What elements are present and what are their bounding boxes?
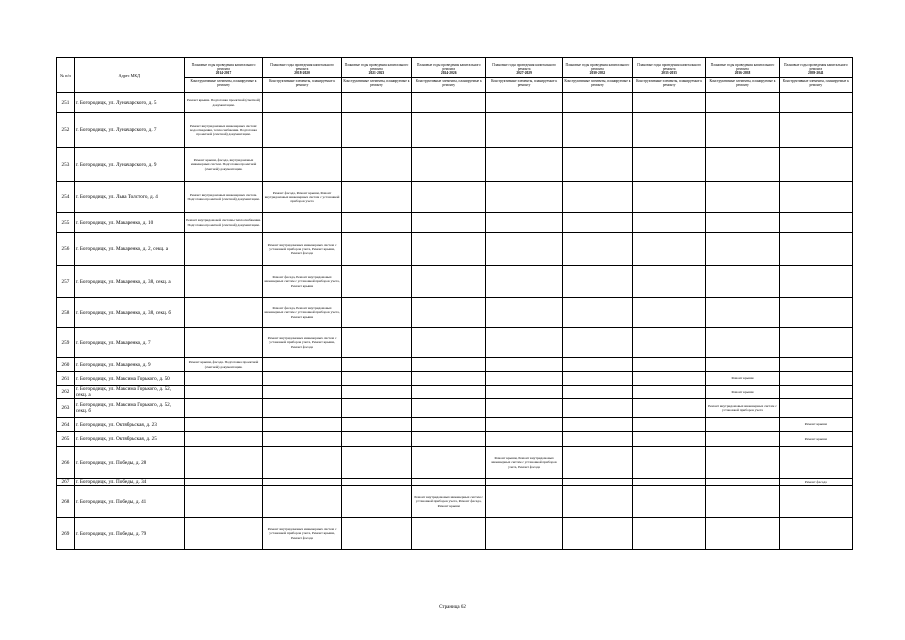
repair-works-cell [412,372,486,386]
repair-works-cell [562,372,632,386]
repair-works-cell [486,93,562,113]
repair-works-cell [706,148,779,182]
repair-works-cell [779,372,852,386]
header-period-7 [633,58,706,93]
repair-works-cell [562,213,632,233]
table-row [57,447,853,479]
row-address: г. Богородицк, ул. Максима Горького, д. 52, секц. а [74,386,184,399]
repair-works-cell [779,386,852,399]
row-address: г. Богородицк, ул. Максима Горького, д. 52, секц. б [74,399,184,418]
repair-works-cell [486,213,562,233]
repair-works-cell [486,518,562,550]
repair-works-cell [633,399,706,418]
table-header-row [57,58,853,93]
repair-works-cell [562,328,632,358]
repair-works-cell [706,266,779,298]
repair-works-cell [412,113,486,148]
header-period-8 [706,58,779,93]
repair-works-cell [706,486,779,518]
repair-works-cell [779,213,852,233]
repair-works-cell [412,213,486,233]
repair-works-cell [341,358,411,372]
repair-works-cell [486,233,562,266]
repair-works-cell [633,447,706,479]
header-period-title: Плановые годы проведения капитального ремонта [783,62,848,72]
header-period-years: 2021-2023 [368,71,385,76]
repair-works-cell [706,113,779,148]
row-number: 256 [57,233,75,266]
repair-works-cell [341,113,411,148]
repair-works-cell [779,113,852,148]
page-number: Страница 62 [439,605,466,610]
repair-works-cell [633,182,706,213]
table-row [57,213,853,233]
repair-works-cell [486,266,562,298]
repair-works-cell [486,399,562,418]
repair-works-cell [263,113,342,148]
row-address: г. Богородицк, ул. Макаренко, д. 38, секц. а [74,266,184,298]
repair-works-cell [633,298,706,328]
row-address: г. Богородицк, ул. Победы, д. 41 [74,486,184,518]
repair-works-cell [486,358,562,372]
repair-works-cell [633,372,706,386]
repair-works-cell [562,518,632,550]
repair-works-cell [486,372,562,386]
header-period-subtitle: Конструктивные элементы, планируемые к ремонту [486,77,561,88]
repair-works-cell [633,418,706,432]
repair-works-cell [412,182,486,213]
repair-works-cell [562,148,632,182]
header-period-years: 2039-2041 [808,71,824,76]
table-row [57,148,853,182]
table-row [57,418,853,432]
repair-works-cell [779,233,852,266]
repair-works-cell [184,233,263,266]
repair-works-cell [562,233,632,266]
repair-works-cell [412,432,486,447]
header-period-years: 2033-2035 [661,71,677,76]
repair-works-cell [412,233,486,266]
header-period-years: 2036-2038 [734,71,751,76]
repair-works-cell [184,486,263,518]
table-row [57,479,853,486]
row-number: 266 [57,447,75,479]
row-number: 262 [57,386,75,399]
table-body [57,93,853,550]
row-number: 268 [57,486,75,518]
repair-works-cell [486,479,562,486]
row-address: г. Богородицк, ул. Октябрьская, д. 23 [74,418,184,432]
repair-works-cell [412,266,486,298]
repair-works-cell [263,213,342,233]
header-period-years: 2014-2017 [215,71,232,76]
repair-works-cell [263,372,342,386]
header-period-title: Плановые годы проведения капитального ремонта [710,62,775,72]
row-address: г. Богородицк, ул. Макаренко, д. 7 [74,328,184,358]
row-number: 265 [57,432,75,447]
row-address: г. Богородицк, ул. Макаренко, д. 9 [74,358,184,372]
header-period-subtitle: Конструктивные элементы, планируемые к ремонту [706,77,778,88]
table-row [57,182,853,213]
header-period-title: Плановые годы проведения капитального ремонта [492,62,556,72]
repair-works-cell [341,447,411,479]
repair-works-cell [779,298,852,328]
repair-works-cell [562,486,632,518]
row-address: г. Богородицк, ул. Макаренко, д. 38, секц. б [74,298,184,328]
repair-works-cell [184,418,263,432]
repair-works-cell [184,447,263,479]
table-row [57,399,853,418]
repair-works-cell [633,479,706,486]
repair-works-cell [412,298,486,328]
repair-works-cell [263,418,342,432]
repair-works-cell: Ремонт внутридомовой системы теплоснабжения. Подготовка проектной (сметной) документации. [184,213,263,233]
repair-works-cell [341,418,411,432]
table-row [57,486,853,518]
repair-works-cell [184,432,263,447]
repair-works-cell [562,298,632,328]
table-row [57,328,853,358]
repair-works-cell: Ремонт крыши [779,418,852,432]
table-row [57,432,853,447]
repair-works-cell [486,298,562,328]
row-number: 259 [57,328,75,358]
capital-repair-table-sheet [56,57,853,550]
repair-works-cell: Ремонт крыши [706,372,779,386]
header-address: Адрес МКД [74,58,184,93]
header-period-5 [486,58,562,93]
repair-works-cell: Ремонт фасада, Ремонт крыши, Ремонт внутридомовых инженерных систем с установкой приборов учета [263,182,342,213]
table-row [57,266,853,298]
header-period-years: 2030-2032 [589,71,606,76]
header-period-title: Плановые годы проведения капитального ремонта [637,62,702,72]
header-period-2 [263,58,342,93]
row-address: г. Богородицк, ул. Победы, д. 79 [74,518,184,550]
repair-works-cell [263,479,342,486]
repair-works-cell [412,93,486,113]
row-address: г. Богородицк, ул. Максима Горького, д. 50 [74,372,184,386]
header-period-subtitle: Конструктивные элементы, планируемые к ремонту [263,77,341,88]
header-period-title: Плановые годы проведения капитального ремонта [344,62,409,72]
repair-works-cell [184,479,263,486]
header-period-6 [562,58,632,93]
header-period-subtitle: Конструктивные элементы, планируемые к ремонту [633,77,705,88]
table-row [57,372,853,386]
repair-works-cell [412,328,486,358]
repair-works-cell [184,399,263,418]
header-period-subtitle: Конструктивные элементы, планируемые к ремонту [780,77,852,88]
repair-works-cell [562,386,632,399]
repair-works-cell [633,113,706,148]
repair-works-cell: Ремонт фасада, Ремонт внутридомовых инженерных систем с установкой приборов учета, Ремонт крыши [263,298,342,328]
repair-works-cell: Ремонт крыши. Подготовка проектной (сметной) документации. [184,93,263,113]
header-period-9 [779,58,852,93]
repair-works-cell [184,386,263,399]
repair-works-cell [412,148,486,182]
repair-works-cell [706,298,779,328]
header-period-title: Плановые годы проведения капитального ремонта [565,62,630,72]
repair-works-cell [633,386,706,399]
repair-works-cell [779,447,852,479]
repair-works-cell [562,479,632,486]
repair-works-cell [263,486,342,518]
row-number: 264 [57,418,75,432]
repair-works-cell [779,148,852,182]
repair-works-cell [562,93,632,113]
table-row [57,93,853,113]
repair-works-cell [633,358,706,372]
repair-works-cell [706,432,779,447]
repair-works-cell [562,358,632,372]
repair-works-cell: Ремонт крыши [706,386,779,399]
header-period-title: Плановые годы проведения капитального ремонта [416,62,481,72]
repair-works-cell [341,182,411,213]
repair-works-cell [412,447,486,479]
repair-works-cell: Ремонт крыши, фасада. Подготовка проектной (сметной) документации. [184,358,263,372]
repair-works-cell [184,328,263,358]
repair-works-cell [779,486,852,518]
row-address: г. Богородицк, ул. Луначарского, д. 7 [74,113,184,148]
header-period-years: 2018-2020 [294,71,310,76]
repair-works-cell [341,486,411,518]
repair-works-cell [562,447,632,479]
row-number: 252 [57,113,75,148]
row-number: 261 [57,372,75,386]
repair-works-cell [562,432,632,447]
repair-works-cell [562,182,632,213]
row-address: г. Богородицк, ул. Макаренко, д. 2, секц. а [74,233,184,266]
header-period-years: 2027-2029 [516,71,532,76]
table-row [57,298,853,328]
header-period-years: 2024-2026 [440,71,457,76]
repair-works-cell: Ремонт крыши, Ремонт внутридомовых инженерных систем с установкой приборов учета, Ремонт фасада [486,447,562,479]
row-number: 260 [57,358,75,372]
repair-works-cell [562,399,632,418]
repair-works-cell [341,93,411,113]
repair-works-cell [341,148,411,182]
repair-works-cell [486,328,562,358]
header-period-title: Плановые годы проведения капитального ремонта [270,62,334,72]
table-row [57,113,853,148]
repair-works-cell [486,418,562,432]
repair-works-cell [486,486,562,518]
repair-works-cell [263,432,342,447]
repair-works-cell [341,399,411,418]
row-address: г. Богородицк, ул. Октябрьская, д. 25 [74,432,184,447]
row-number: 251 [57,93,75,113]
header-period-3 [341,58,411,93]
repair-works-cell [779,93,852,113]
repair-works-cell: Ремонт фасада, Ремонт внутридомовых инженерных систем с установкой приборов учета, Ремонт крыши [263,266,342,298]
repair-works-cell: Ремонт внутридомовых инженерных систем с установкой приборов учета, Ремонт крыши, Ремонт фасада [263,233,342,266]
repair-works-cell [486,113,562,148]
repair-works-cell [706,418,779,432]
repair-works-cell [341,432,411,447]
row-address: г. Богородицк, ул. Победы, д. 28 [74,447,184,479]
repair-works-cell [779,266,852,298]
header-num: № п/п [57,58,75,93]
row-address: г. Богородицк, ул. Льва Толстого, д. 4 [74,182,184,213]
repair-works-cell: Ремонт крыши [779,432,852,447]
header-period-subtitle: Конструктивные элементы, планируемые к ремонту [412,77,485,88]
table-row [57,233,853,266]
repair-works-cell [706,479,779,486]
repair-works-cell [706,93,779,113]
repair-works-cell [779,358,852,372]
row-number: 263 [57,399,75,418]
repair-works-cell [706,233,779,266]
row-address: г. Богородицк, ул. Победы, д. 34 [74,479,184,486]
repair-works-cell [412,418,486,432]
row-address: г. Богородицк, ул. Луначарского, д. 9 [74,148,184,182]
repair-works-cell [341,328,411,358]
repair-works-cell [562,113,632,148]
repair-works-cell [263,447,342,479]
repair-works-cell [706,518,779,550]
repair-works-cell: Ремонт внутридомовых инженерных систем с установкой приборов учета, Ремонт фасада, Ремонт крыши [412,486,486,518]
repair-works-cell [779,518,852,550]
repair-works-cell [633,518,706,550]
repair-works-cell [341,386,411,399]
repair-works-cell [706,358,779,372]
repair-works-cell [412,386,486,399]
header-period-4 [412,58,486,93]
repair-works-cell [263,93,342,113]
repair-works-cell [341,479,411,486]
repair-works-cell [562,418,632,432]
row-number: 257 [57,266,75,298]
repair-works-cell [486,386,562,399]
repair-works-cell [341,518,411,550]
repair-works-cell [412,358,486,372]
repair-works-cell [486,432,562,447]
repair-works-cell: Ремонт крыши, фасада, внутридомовых инженерных систем. Подготовка проектной (сметной) документации. [184,148,263,182]
row-address: г. Богородицк, ул. Луначарского, д. 5 [74,93,184,113]
repair-works-cell: Ремонт фасада [779,479,852,486]
repair-works-cell [779,328,852,358]
repair-works-cell: Ремонт внутридомовых инженерных систем с установкой приборов учета, Ремонт крыши, Ремонт фасада [263,328,342,358]
row-number: 254 [57,182,75,213]
repair-works-cell [184,266,263,298]
repair-works-cell [263,358,342,372]
repair-works-cell [633,233,706,266]
row-number: 258 [57,298,75,328]
repair-works-cell [184,372,263,386]
header-period-1 [184,58,263,93]
repair-works-cell [412,479,486,486]
repair-works-cell: Ремонт внутридомовых инженерных систем с установкой приборов учета [706,399,779,418]
repair-works-cell [633,148,706,182]
repair-works-cell: Ремонт внутридомовых инженерных систем: водоотведения, теплоснабжения. Подготовка проектной (сметной) документации. [184,113,263,148]
repair-works-cell [706,447,779,479]
table-row [57,386,853,399]
repair-works-cell [263,386,342,399]
repair-works-cell [779,182,852,213]
row-number: 269 [57,518,75,550]
repair-works-cell [341,233,411,266]
repair-works-cell [633,266,706,298]
repair-works-cell: Ремонт внутридомовых инженерных систем с установкой приборов учета, Ремонт крыши, Ремонт фасада [263,518,342,550]
header-period-subtitle: Конструктивные элементы, планируемые к ремонту [564,78,631,87]
repair-works-cell [779,399,852,418]
repair-works-cell [562,266,632,298]
row-number: 255 [57,213,75,233]
header-period-subtitle: Конструктивные элементы, планируемые к ремонту [185,77,263,88]
row-address: г. Богородицк, ул. Макаренко, д. 10 [74,213,184,233]
repair-works-cell [706,328,779,358]
repair-works-cell [486,182,562,213]
repair-works-cell [633,93,706,113]
repair-works-cell [633,486,706,518]
repair-works-cell [184,298,263,328]
repair-works-cell [633,213,706,233]
header-period-subtitle: Конструктивные элементы, планируемые к ремонту [343,78,410,87]
repair-schedule-table [56,57,853,550]
repair-works-cell [412,399,486,418]
repair-works-cell [263,399,342,418]
repair-works-cell [341,298,411,328]
repair-works-cell [706,213,779,233]
repair-works-cell [486,148,562,182]
repair-works-cell [341,372,411,386]
repair-works-cell [412,518,486,550]
header-period-title: Плановые годы проведения капитального ремонта [191,62,256,72]
repair-works-cell [633,432,706,447]
repair-works-cell [341,213,411,233]
repair-works-cell: Ремонт внутридомовых инженерных систем. Подготовка проектной (сметной) документации. [184,182,263,213]
repair-works-cell [633,328,706,358]
repair-works-cell [341,266,411,298]
repair-works-cell [263,148,342,182]
table-row [57,518,853,550]
row-number: 267 [57,479,75,486]
repair-works-cell [706,182,779,213]
repair-works-cell [184,518,263,550]
row-number: 253 [57,148,75,182]
table-row [57,358,853,372]
